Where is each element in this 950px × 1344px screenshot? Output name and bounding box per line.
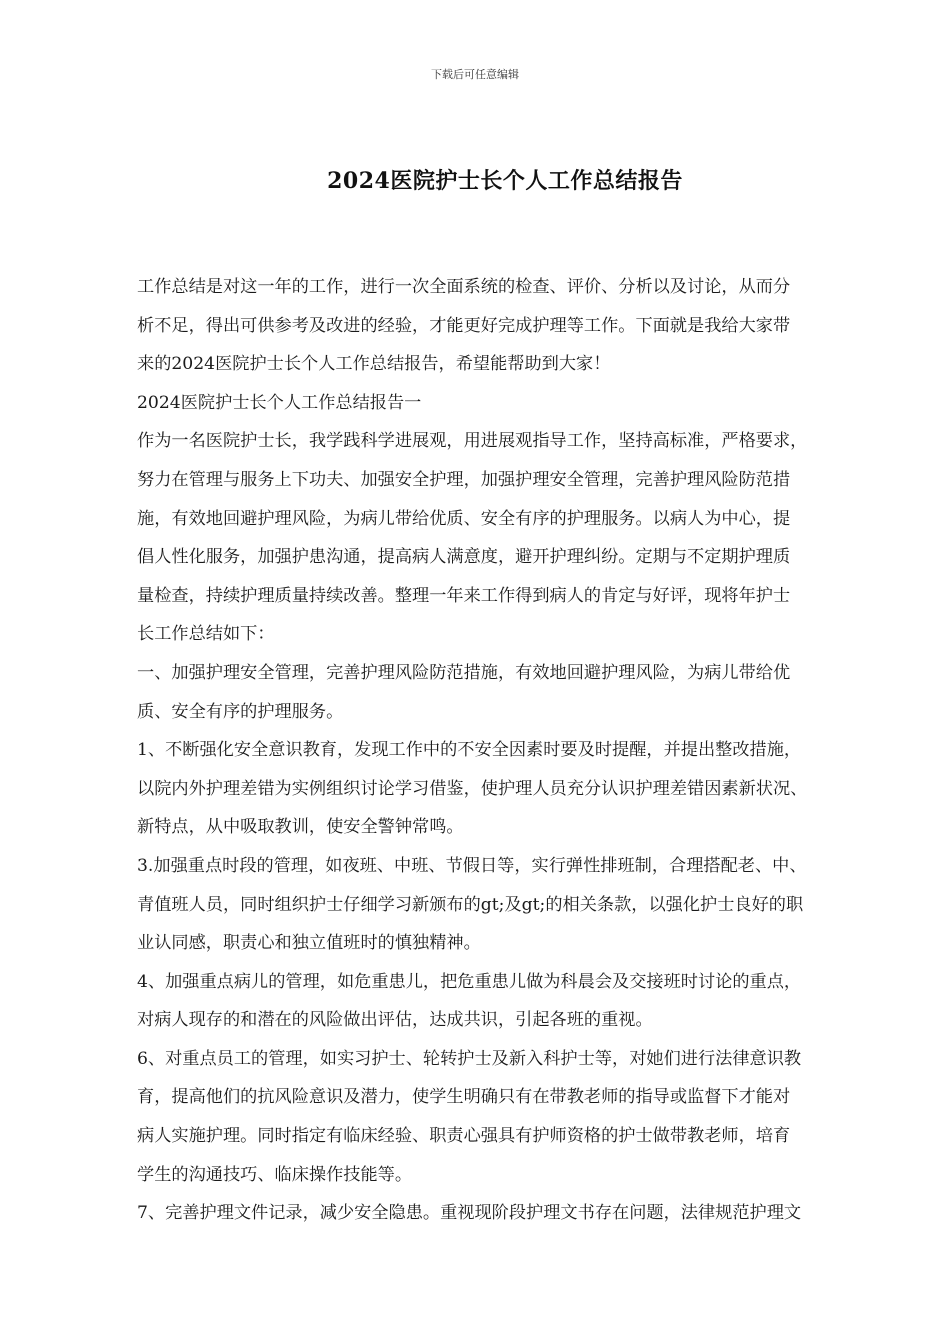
body-text-line: 对病人现存的和潜在的风险做出评估，达成共识，引起各班的重视。 [137,1010,653,1031]
body-text-line: 析不足，得出可供参考及改进的经验，才能更好完成护理等工作。下面就是我给大家带 [137,315,791,336]
body-text-line: 质、安全有序的护理服务。 [137,701,344,722]
body-text-line: 1、不断强化安全意识教育，发现工作中的不安全因素时要及时提醒，并提出整改措施， [137,740,802,761]
body-text-line: 量检查，持续护理质量持续改善。整理一年来工作得到病人的肯定与好评，现将年护士 [137,585,791,606]
document-title: 2024医院护士长个人工作总结报告 [327,168,683,194]
body-text-line: 新特点，从中吸取教训，使安全警钟常鸣。 [137,817,464,838]
body-text-line: 以院内外护理差错为实例组织讨论学习借鉴，使护理人员充分认识护理差错因素新状况、 [137,778,808,799]
body-text-line: 7、完善护理文件记录，减少安全隐患。重视现阶段护理文书存在问题，法律规范护理文 [137,1203,802,1224]
body-text-line: 病人实施护理。同时指定有临床经验、职责心强具有护师资格的护士做带教老师，培育 [137,1126,791,1147]
body-text-line: 学生的沟通技巧、临床操作技能等。 [137,1164,413,1185]
body-text-line: 育，提高他们的抗风险意识及潜力，使学生明确只有在带教老师的指导或监督下才能对 [137,1087,791,1108]
body-text-line: 长工作总结如下： [137,624,275,645]
body-text-line: 业认同感，职责心和独立值班时的慎独精神。 [137,933,481,954]
body-text-line: 2024医院护士长个人工作总结报告一 [137,392,422,413]
document-body [137,268,897,1233]
body-text-line: 来的2024医院护士长个人工作总结报告，希望能帮助到大家！ [137,354,611,375]
body-text-line: 4、加强重点病儿的管理，如危重患儿，把危重患儿做为科晨会及交接班时讨论的重点， [137,971,802,992]
body-text-line: 一、加强护理安全管理，完善护理风险防范措施，有效地回避护理风险，为病儿带给优 [137,662,791,683]
header-note: 下载后可任意编辑 [431,68,519,81]
body-text-line: 作为一名医院护士长，我学践科学进展观，用进展观指导工作，坚持高标准，严格要求， [137,431,808,452]
body-text-line: 青值班人员，同时组织护士仔细学习新颁布的gt;及gt;的相关条款，以强化护士良好的职 [137,894,804,915]
body-text-line: 3.加强重点时段的管理，如夜班、中班、节假日等，实行弹性排班制，合理搭配老、中、 [137,855,807,876]
body-text-line: 倡人性化服务，加强护患沟通，提高病人满意度，避开护理纠纷。定期与不定期护理质 [137,547,791,568]
body-text-line: 工作总结是对这一年的工作，进行一次全面系统的检查、评价、分析以及讨论，从而分 [137,277,791,297]
body-text-line: 施，有效地回避护理风险，为病儿带给优质、安全有序的护理服务。以病人为中心，提 [137,508,791,529]
body-text-line: 6、对重点员工的管理，如实习护士、轮转护士及新入科护士等，对她们进行法律意识教 [137,1048,802,1069]
body-text-line: 努力在管理与服务上下功夫、加强安全护理，加强护理安全管理，完善护理风险防范措 [137,469,791,490]
